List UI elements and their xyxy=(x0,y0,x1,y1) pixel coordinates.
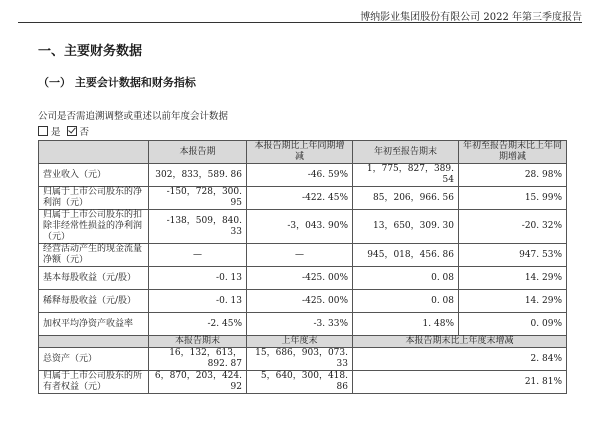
financial-data-table xyxy=(38,140,567,394)
table-row xyxy=(39,348,567,371)
table-header-row-2 xyxy=(39,336,567,348)
data-cell: -20. 32% xyxy=(459,210,567,244)
data-cell: 5，640，300，418. 86 xyxy=(247,371,353,394)
subsection-title: （一） 主要会计数据和财务指标 xyxy=(38,76,196,89)
table-row xyxy=(39,371,567,394)
row-label: 归属于上市公司股东的所有者权益（元） xyxy=(39,371,149,394)
column-header: 年初至报告期末 xyxy=(353,141,459,164)
data-cell: 6，870，203，424. 92 xyxy=(149,371,247,394)
data-cell: 2. 84% xyxy=(353,348,567,371)
column-header xyxy=(39,141,149,164)
data-cell: -425. 00% xyxy=(247,290,353,313)
data-cell: -46. 59% xyxy=(247,164,353,187)
column-header: 本报告期 xyxy=(149,141,247,164)
table-row xyxy=(39,267,567,290)
row-label: 基本每股收益（元/股） xyxy=(39,267,149,290)
table-row xyxy=(39,187,567,210)
data-cell: 1，775，827，389. 54 xyxy=(353,164,459,187)
data-cell: 13，650，309. 30 xyxy=(353,210,459,244)
data-cell: -422. 45% xyxy=(247,187,353,210)
table-row xyxy=(39,244,567,267)
data-cell: — xyxy=(247,244,353,267)
restatement-options xyxy=(38,124,89,138)
data-cell: 21. 81% xyxy=(353,371,567,394)
data-cell: -0. 13 xyxy=(149,290,247,313)
row-label: 总资产（元） xyxy=(39,348,149,371)
section-title: 一、主要财务数据 xyxy=(38,44,143,59)
data-cell: 14. 29% xyxy=(459,267,567,290)
data-cell: 16，132，613，892. 87 xyxy=(149,348,247,371)
data-cell: 947. 53% xyxy=(459,244,567,267)
checkbox-no-checked xyxy=(67,126,77,136)
data-cell: -2. 45% xyxy=(149,313,247,336)
data-cell: 0. 08 xyxy=(353,267,459,290)
restatement-note: 公司是否需追溯调整或重述以前年度会计数据 xyxy=(38,111,229,122)
data-cell: 28. 98% xyxy=(459,164,567,187)
data-cell: 15. 99% xyxy=(459,187,567,210)
data-cell: 1. 48% xyxy=(353,313,459,336)
table-row xyxy=(39,313,567,336)
table-row xyxy=(39,290,567,313)
table-header-row xyxy=(39,141,567,164)
table-row xyxy=(39,164,567,187)
data-cell: 15，686，903，073. 33 xyxy=(247,348,353,371)
option-yes-label: 是 xyxy=(51,127,61,138)
checkbox-yes xyxy=(38,126,48,136)
data-cell: -425. 00% xyxy=(247,267,353,290)
row-label: 归属于上市公司股东的净利润（元） xyxy=(39,187,149,210)
data-cell: -150，728，300. 95 xyxy=(149,187,247,210)
row-label: 稀释每股收益（元/股） xyxy=(39,290,149,313)
column-header xyxy=(39,336,149,348)
header-divider xyxy=(18,22,582,23)
data-cell: 0. 09% xyxy=(459,313,567,336)
row-label: 经营活动产生的现金流量净额（元） xyxy=(39,244,149,267)
row-label: 加权平均净资产收益率 xyxy=(39,313,149,336)
data-cell: — xyxy=(149,244,247,267)
column-header: 上年度末 xyxy=(247,336,353,348)
column-header: 本报告期比上年同期增减 xyxy=(247,141,353,164)
column-header: 本报告期末比上年度末增减 xyxy=(353,336,567,348)
row-label: 归属于上市公司股东的扣除非经常性损益的净利润（元） xyxy=(39,210,149,244)
data-cell: 302，833，589. 86 xyxy=(149,164,247,187)
data-cell: -3. 33% xyxy=(247,313,353,336)
data-cell: 0. 08 xyxy=(353,290,459,313)
data-cell: 85，206，966. 56 xyxy=(353,187,459,210)
report-header: 博纳影业集团股份有限公司 2022 年第三季度报告 xyxy=(360,12,582,23)
column-header: 年初至报告期末比上年同期增减 xyxy=(459,141,567,164)
data-cell: 14. 29% xyxy=(459,290,567,313)
table-row xyxy=(39,210,567,244)
data-cell: 945，018，456. 86 xyxy=(353,244,459,267)
option-no-label: 否 xyxy=(79,127,90,138)
data-cell: -3，043. 90% xyxy=(247,210,353,244)
row-label: 营业收入（元） xyxy=(39,164,149,187)
data-cell: -0. 13 xyxy=(149,267,247,290)
data-cell: -138，509，840. 33 xyxy=(149,210,247,244)
column-header: 本报告期末 xyxy=(149,336,247,348)
